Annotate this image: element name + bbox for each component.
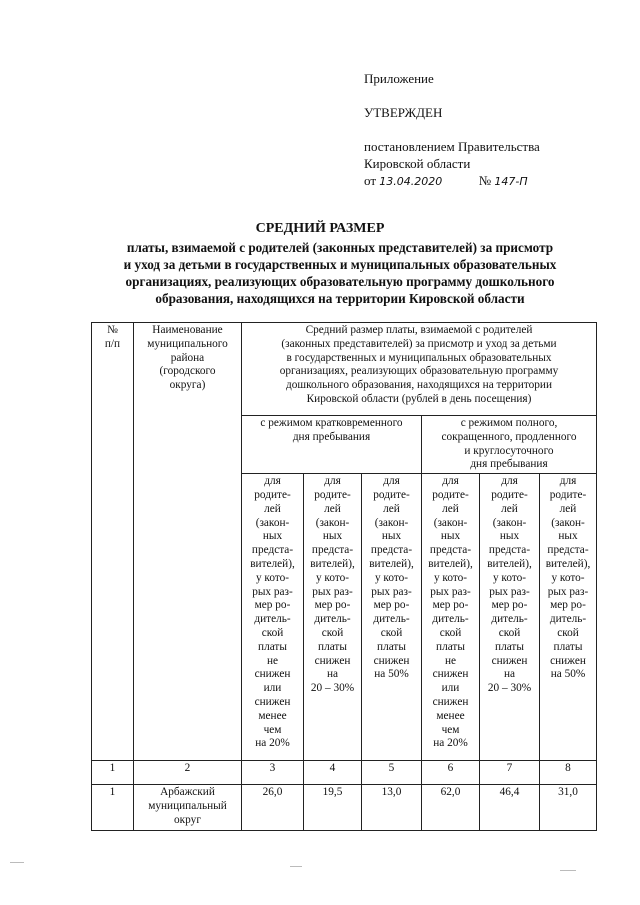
row-value: 62,0 — [422, 785, 480, 831]
header-group-short: с режимом кратковременного дня пребывания — [242, 416, 422, 474]
header-sub-b: для родите- лей (закон- ных предста- вителей), у кото- рых раз- мер ро- дитель- ской платы снижен на 20 – 30% — [480, 474, 540, 761]
row-num: 1 — [92, 785, 134, 831]
subtitle-line: образования, находящихся на территории Кировской области — [155, 291, 525, 306]
row-value: 13,0 — [362, 785, 422, 831]
appendix-label: Приложение — [364, 71, 434, 86]
document-title: СРЕДНИЙ РАЗМЕР — [255, 221, 385, 236]
column-number: 1 — [92, 761, 134, 785]
column-number: 3 — [242, 761, 304, 785]
scan-mark — [560, 870, 576, 871]
header-group-full: с режимом полного, сокращенного, продленного и круглосуточного дня пребывания — [422, 416, 597, 474]
header-sub-a: для родите- лей (закон- ных предста- вителей), у кото- рых раз- мер ро- дитель- ской платы не снижен или снижен менее чем на 20% — [422, 474, 480, 761]
header-sub-b: для родите- лей (закон- ных предста- вителей), у кото- рых раз- мер ро- дитель- ской платы снижен на 20 – 30% — [304, 474, 362, 761]
row-value: 19,5 — [304, 785, 362, 831]
column-number: 8 — [540, 761, 597, 785]
scan-mark — [290, 866, 302, 867]
decree-number: 147-П — [494, 175, 528, 188]
subtitle-line: и уход за детьми в государственных и муниципальных образовательных — [123, 257, 557, 272]
header-main: Средний размер платы, взимаемой с родителей (законных представителей) за присмотр и уход за детьми в государственных и муниципальных образовательных организациях, реализующих образовательную программу дошкольного образования, находящихся на территории Кировской области (рублей в день посещения) — [242, 323, 597, 416]
subtitle-line: организациях, реализующих образовательную программу дошкольного — [125, 274, 555, 289]
column-number: 2 — [134, 761, 242, 785]
fee-table — [91, 322, 597, 831]
header-sub-c: для родите- лей (закон- ных предста- вителей), у кото- рых раз- мер ро- дитель- ской платы снижен на 50% — [362, 474, 422, 761]
header-name: Наименование муниципального района (городского округа) — [134, 323, 242, 761]
row-value: 46,4 — [480, 785, 540, 831]
decree-label: постановлением Правительства — [364, 139, 540, 154]
column-number: 4 — [304, 761, 362, 785]
row-district: Арбажский муниципальный округ — [134, 785, 242, 831]
column-number: 7 — [480, 761, 540, 785]
number-prefix: № — [478, 173, 492, 188]
header-sub-a: для родите- лей (закон- ных предста- вителей), у кото- рых раз- мер ро- дитель- ской платы не снижен или снижен менее чем на 20% — [242, 474, 304, 761]
row-value: 26,0 — [242, 785, 304, 831]
subtitle-line: платы, взимаемой с родителей (законных представителей) за присмотр — [126, 240, 554, 255]
header-num: № п/п — [92, 323, 134, 761]
document-subtitle — [60, 239, 620, 307]
decree-date-line — [364, 172, 528, 190]
approved-label: УТВЕРЖДЕН — [364, 105, 443, 120]
column-number: 5 — [362, 761, 422, 785]
row-value: 31,0 — [540, 785, 597, 831]
date-prefix: от — [364, 173, 377, 188]
scan-mark — [10, 862, 24, 863]
column-number: 6 — [422, 761, 480, 785]
decree-date: 13.04.2020 — [379, 175, 443, 188]
table-row — [92, 785, 597, 831]
header-sub-c: для родите- лей (закон- ных предста- вителей), у кото- рых раз- мер ро- дитель- ской платы снижен на 50% — [540, 474, 597, 761]
region-label: Кировской области — [364, 156, 471, 171]
